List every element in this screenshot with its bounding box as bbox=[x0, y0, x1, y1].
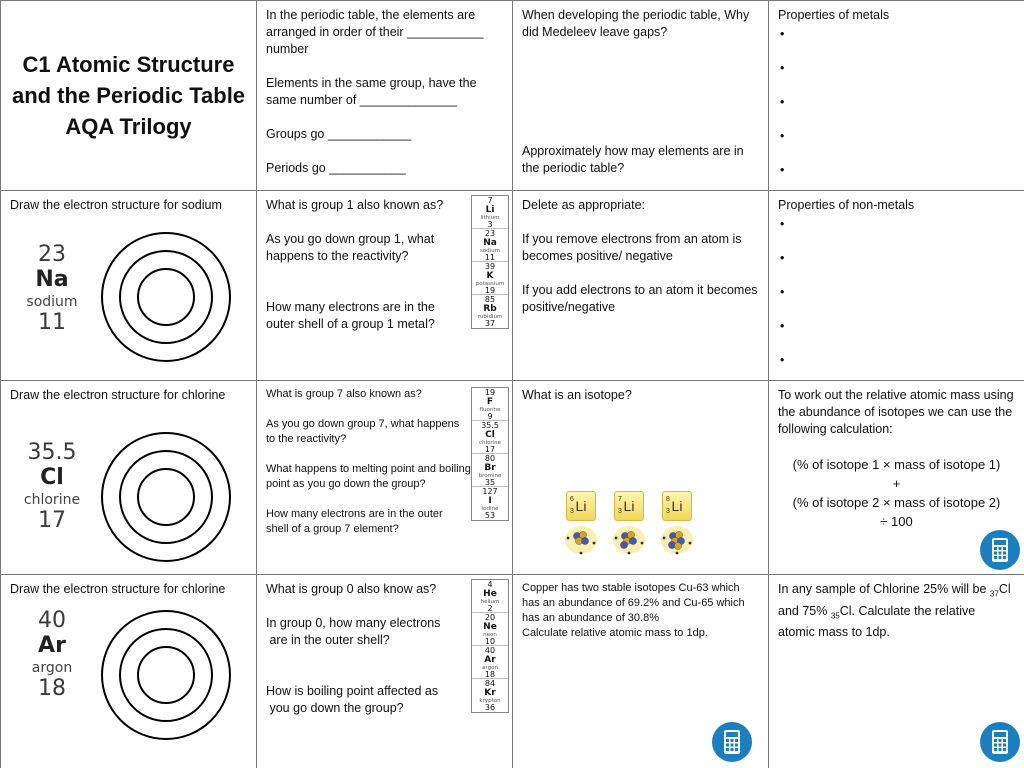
isotope-card bbox=[614, 491, 644, 521]
question: In the periodic table, the elements are arranged in order of their ___________ number bbox=[266, 8, 484, 56]
element-tile-argon bbox=[21, 609, 83, 701]
isotope-number: 3 bbox=[618, 508, 622, 515]
element-symbol: Na bbox=[35, 267, 69, 292]
nonmetals-properties-cell bbox=[769, 191, 1024, 381]
atomic-number: 10 bbox=[484, 637, 496, 646]
strip-element-tile bbox=[472, 388, 508, 421]
question: What is group 7 also known as? bbox=[266, 388, 422, 400]
element-name: sodium bbox=[479, 248, 501, 254]
electron-shells-diagram bbox=[96, 427, 236, 567]
prompt: Draw the electron structure for sodium bbox=[10, 198, 222, 212]
question: When developing the periodic table, Why did Medeleev leave gaps? bbox=[522, 8, 750, 39]
calculator-icon bbox=[980, 722, 1020, 762]
metals-properties-cell bbox=[769, 1, 1024, 191]
mass-number: 39 bbox=[484, 262, 496, 271]
strip-element-tile bbox=[472, 454, 508, 487]
electron-shells-diagram bbox=[96, 605, 236, 745]
group0-cell bbox=[257, 575, 513, 768]
formula-line: ÷ 100 bbox=[880, 514, 913, 529]
question: What happens to melting point and boiling point as you go down the group? bbox=[266, 463, 471, 490]
atomic-number: 11 bbox=[484, 253, 496, 262]
mass-number: 4 bbox=[487, 580, 493, 589]
isotope-number: 3 bbox=[666, 508, 670, 515]
mass-number: 23 bbox=[484, 229, 496, 238]
element-symbol: F bbox=[486, 397, 494, 407]
atomic-number: 11 bbox=[38, 310, 66, 335]
bullet bbox=[778, 284, 1015, 318]
element-symbol: Li bbox=[485, 205, 495, 215]
mass-number: 80 bbox=[484, 454, 496, 463]
mass-number: 23 bbox=[38, 242, 66, 267]
bullet bbox=[778, 60, 1015, 94]
element-name: helium bbox=[480, 599, 500, 605]
strip-element-tile bbox=[472, 229, 508, 262]
question: What is group 1 also known as? bbox=[266, 198, 444, 212]
formula-line: (% of isotope 1 × mass of isotope 1) bbox=[792, 457, 1001, 472]
page-title bbox=[12, 49, 245, 142]
subscript: 37 bbox=[989, 589, 999, 599]
question: If you remove electrons from an atom is becomes positive/ negative bbox=[522, 232, 742, 263]
question: If you add electrons to an atom it becomes positive/negative bbox=[522, 283, 758, 314]
element-name: chlorine bbox=[478, 440, 502, 446]
bullet-list bbox=[778, 26, 1015, 191]
isotope-mass: 6 bbox=[570, 496, 574, 503]
group-strip bbox=[471, 195, 509, 329]
title-line-1: C1 Atomic Structure bbox=[22, 52, 235, 77]
strip-element-tile bbox=[472, 679, 508, 712]
element-symbol: I bbox=[488, 496, 492, 506]
group7-cell bbox=[257, 381, 513, 575]
sodium-cell bbox=[1, 191, 257, 381]
bullet bbox=[778, 352, 1015, 381]
question: How many electrons are in the outer shell of a group 7 element? bbox=[266, 508, 443, 535]
isotope-images bbox=[563, 491, 695, 560]
chlorine-ram-cell bbox=[769, 575, 1024, 768]
nucleus-icon bbox=[611, 525, 647, 555]
mass-number: 84 bbox=[484, 679, 496, 688]
strip-element-tile bbox=[472, 646, 508, 679]
isotope-mass: 7 bbox=[618, 496, 622, 503]
mass-number: 40 bbox=[38, 608, 66, 633]
calculator-icon bbox=[980, 530, 1020, 570]
question: Elements in the same group, have the same number of ______________ bbox=[266, 76, 477, 107]
strip-element-tile bbox=[472, 295, 508, 328]
question: Delete as appropriate: bbox=[522, 198, 645, 212]
mendeleev-cell bbox=[513, 1, 769, 191]
electron-shells-diagram bbox=[96, 227, 236, 367]
strip-element-tile bbox=[472, 196, 508, 229]
atomic-number: 36 bbox=[484, 703, 496, 712]
mass-number: 127 bbox=[482, 487, 498, 496]
bullet bbox=[778, 94, 1015, 128]
element-symbol: Ar bbox=[484, 655, 496, 665]
element-name: argon bbox=[482, 665, 498, 671]
isotope-symbol: Li bbox=[671, 498, 683, 514]
question: Approximately how may elements are in the periodic table? bbox=[522, 144, 744, 175]
ram-calculation-cell bbox=[769, 381, 1024, 575]
question bbox=[778, 581, 1015, 641]
ions-cell bbox=[513, 191, 769, 381]
isotope-mass: 8 bbox=[666, 496, 670, 503]
element-symbol: K bbox=[486, 271, 494, 281]
element-name: sodium bbox=[26, 294, 78, 310]
prompt: Draw the electron structure for chlorine bbox=[10, 582, 226, 596]
question-text: In any sample of Chlorine 25% will be bbox=[778, 582, 990, 596]
nucleus-icon bbox=[563, 525, 599, 555]
element-symbol: Ar bbox=[38, 633, 66, 658]
heading: Properties of metals bbox=[778, 8, 890, 22]
bullet bbox=[778, 128, 1015, 162]
atomic-number: 37 bbox=[484, 319, 496, 328]
question: Periods go ___________ bbox=[266, 161, 406, 175]
question: As you go down group 7, what happens to the reactivity? bbox=[266, 418, 460, 445]
atomic-number: 17 bbox=[484, 445, 496, 454]
isotope-card bbox=[566, 491, 596, 521]
strip-element-tile bbox=[472, 487, 508, 520]
element-symbol: Kr bbox=[484, 688, 496, 698]
element-symbol: Cl bbox=[485, 430, 495, 440]
element-name: iodine bbox=[481, 506, 499, 512]
element-tile-sodium bbox=[21, 243, 83, 335]
element-symbol: Ne bbox=[483, 622, 497, 632]
atomic-number: 18 bbox=[484, 670, 496, 679]
atomic-number: 9 bbox=[487, 412, 493, 421]
nucleus-icon bbox=[659, 525, 695, 555]
element-name: bromine bbox=[478, 473, 502, 479]
bullet bbox=[778, 318, 1015, 352]
element-name: neon bbox=[483, 632, 497, 638]
mass-number: 20 bbox=[484, 613, 496, 622]
isotope-symbol: Li bbox=[623, 498, 635, 514]
isotope-item bbox=[563, 491, 599, 560]
question: Copper has two stable isotopes Cu-63 which has an abundance of 69.2% and Cu-65 which has an abundance of 30.8% bbox=[522, 582, 745, 624]
isotope-card bbox=[662, 491, 692, 521]
copper-isotopes-cell bbox=[513, 575, 769, 768]
calculator-icon bbox=[712, 722, 752, 762]
atomic-number: 2 bbox=[487, 604, 493, 613]
strip-element-tile bbox=[472, 613, 508, 646]
question: As you go down group 1, what happens to the reactivity? bbox=[266, 232, 435, 263]
bullet bbox=[778, 162, 1015, 191]
element-symbol: Br bbox=[484, 463, 496, 473]
formula bbox=[778, 455, 1015, 531]
title-line-3: AQA Trilogy bbox=[65, 114, 192, 139]
element-name: argon bbox=[31, 660, 73, 676]
atomic-number: 3 bbox=[487, 220, 493, 229]
bullet bbox=[778, 216, 1015, 250]
question: Groups go ____________ bbox=[266, 127, 412, 141]
mass-number: 35.5 bbox=[27, 440, 77, 465]
isotope-cell bbox=[513, 381, 769, 575]
element-symbol: Na bbox=[483, 238, 497, 248]
atomic-number: 53 bbox=[484, 511, 496, 520]
element-name: potassium bbox=[475, 281, 505, 287]
question: How is boiling point affected as you go down the group? bbox=[266, 684, 439, 715]
strip-element-tile bbox=[472, 421, 508, 454]
strip-element-tile bbox=[472, 262, 508, 295]
isotope-symbol: Li bbox=[575, 498, 587, 514]
mass-number: 19 bbox=[484, 388, 496, 397]
element-symbol: He bbox=[483, 589, 497, 599]
element-name: lithium bbox=[480, 215, 500, 221]
element-name: krypton bbox=[479, 698, 501, 704]
question: What is group 0 also know as? bbox=[266, 582, 437, 596]
formula-line: + bbox=[892, 476, 901, 491]
question: How many electrons are in the outer shell of a group 1 metal? bbox=[266, 300, 435, 331]
question-text: Cl. Calculate the relative atomic mass to 1dp. bbox=[778, 603, 976, 639]
mass-number: 7 bbox=[487, 196, 493, 205]
atomic-number: 17 bbox=[38, 508, 66, 533]
element-name: fluorine bbox=[479, 407, 501, 413]
formula-line: (% of isotope 2 × mass of isotope 2) bbox=[792, 495, 1001, 510]
mass-number: 40 bbox=[484, 646, 496, 655]
isotope-item bbox=[659, 491, 695, 560]
group-strip bbox=[471, 387, 509, 521]
prompt: Draw the electron structure for chlorine bbox=[10, 388, 226, 402]
question: In group 0, how many electrons are in the outer shell? bbox=[266, 616, 441, 647]
argon-cell bbox=[1, 575, 257, 768]
bullet bbox=[778, 26, 1015, 60]
element-symbol: Rb bbox=[483, 304, 497, 314]
group-strip bbox=[471, 579, 509, 713]
subscript: 35 bbox=[830, 611, 840, 620]
question-text: Cl and 75% bbox=[778, 582, 1011, 618]
group1-cell bbox=[257, 191, 513, 381]
isotope-item bbox=[611, 491, 647, 560]
periodic-order-cell bbox=[257, 1, 513, 191]
element-tile-chlorine bbox=[21, 441, 83, 533]
element-name: chlorine bbox=[23, 492, 81, 508]
title-cell bbox=[1, 1, 257, 191]
chlorine-cell bbox=[1, 381, 257, 575]
mass-number: 35.5 bbox=[481, 421, 499, 430]
atomic-number: 19 bbox=[484, 286, 496, 295]
atomic-number: 35 bbox=[484, 478, 496, 487]
intro-text: To work out the relative atomic mass using the abundance of isotopes we can use the following calculation: bbox=[778, 388, 1014, 436]
isotope-number: 3 bbox=[570, 508, 574, 515]
question: What is an isotope? bbox=[522, 388, 632, 402]
bullet-list bbox=[778, 216, 1015, 381]
bullet bbox=[778, 250, 1015, 284]
element-name: rubidium bbox=[477, 314, 503, 320]
element-symbol: Cl bbox=[40, 465, 64, 490]
atomic-number: 18 bbox=[38, 676, 66, 701]
heading: Properties of non-metals bbox=[778, 198, 915, 212]
strip-element-tile bbox=[472, 580, 508, 613]
question: Calculate relative atomic mass to 1dp. bbox=[522, 627, 708, 639]
title-line-2: and the Periodic Table bbox=[11, 83, 246, 108]
mass-number: 85 bbox=[484, 295, 496, 304]
